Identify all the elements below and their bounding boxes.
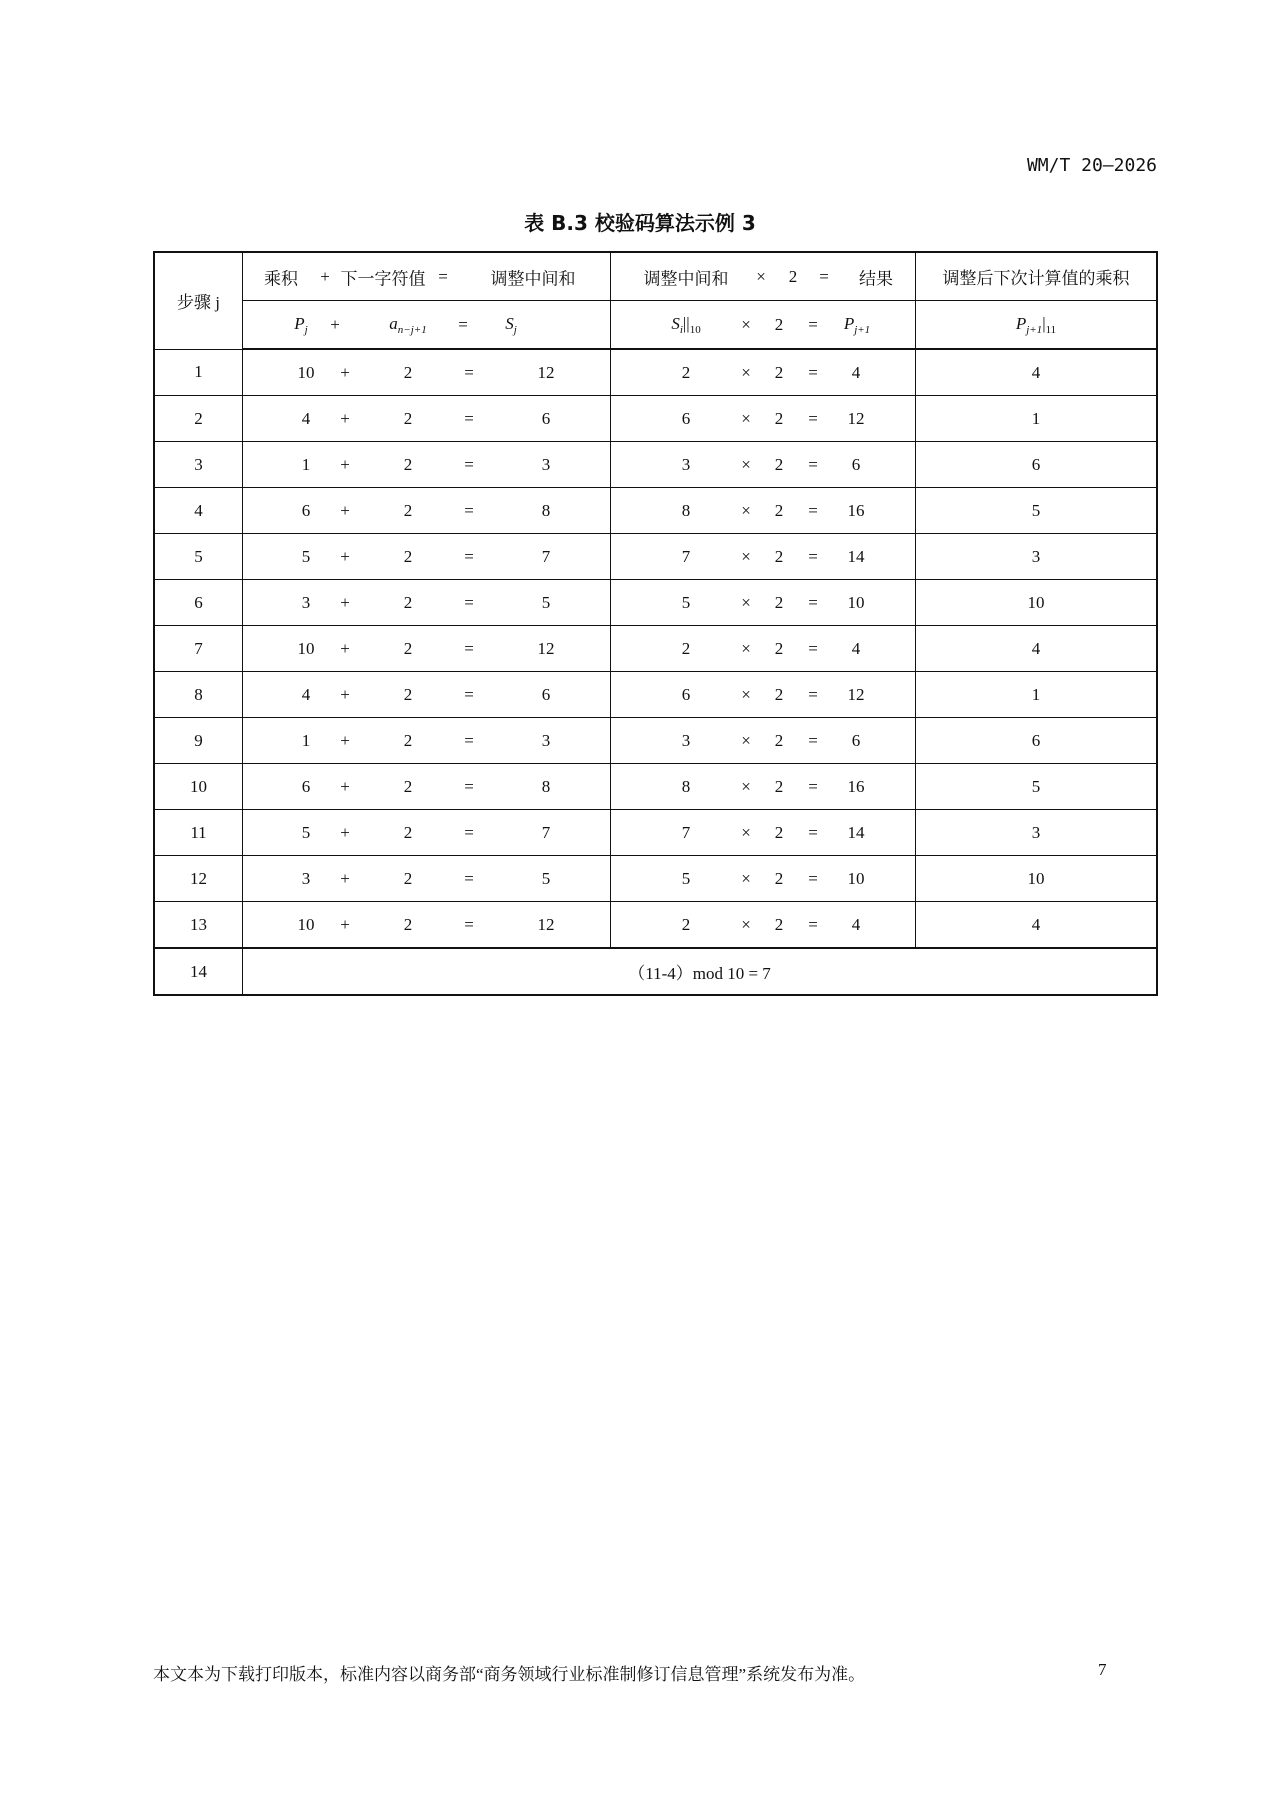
equals: = bbox=[808, 500, 818, 520]
product: 1 bbox=[301, 454, 311, 474]
sum-cell bbox=[243, 442, 611, 488]
adjusted-sum: 12 bbox=[537, 638, 555, 658]
sum-cell bbox=[243, 672, 611, 718]
product: 6 bbox=[301, 776, 311, 796]
factor: 2 bbox=[774, 546, 784, 566]
next-product-cell: 4 bbox=[916, 902, 1158, 949]
step-cell: 13 bbox=[154, 902, 243, 949]
factor: 2 bbox=[774, 684, 784, 704]
mod-value: 7 bbox=[681, 546, 691, 566]
table-row bbox=[154, 626, 1157, 672]
check-code-table bbox=[153, 251, 1158, 996]
plus: + bbox=[340, 500, 350, 520]
product: 10 bbox=[297, 914, 315, 934]
sub: j bbox=[304, 323, 308, 336]
equals: = bbox=[808, 868, 818, 888]
step-cell: 9 bbox=[154, 718, 243, 764]
next-product-cell: 5 bbox=[916, 488, 1158, 534]
char-value: 2 bbox=[403, 638, 413, 658]
table-row bbox=[154, 718, 1157, 764]
times: × bbox=[741, 546, 751, 566]
result: 10 bbox=[847, 592, 865, 612]
multiply-cell bbox=[611, 718, 916, 764]
times: × bbox=[741, 362, 751, 382]
product: 3 bbox=[301, 592, 311, 612]
h-label: 2 bbox=[788, 266, 798, 286]
h-op: = bbox=[819, 266, 829, 286]
step-cell: 11 bbox=[154, 810, 243, 856]
table-row bbox=[154, 396, 1157, 442]
next-product-cell: 1 bbox=[916, 396, 1158, 442]
adjusted-sum: 6 bbox=[541, 408, 551, 428]
sub: i bbox=[679, 323, 683, 336]
var: a bbox=[389, 313, 398, 333]
final-row bbox=[154, 948, 1157, 995]
next-product-cell: 4 bbox=[916, 626, 1158, 672]
equals: = bbox=[808, 454, 818, 474]
multiply-cell bbox=[611, 349, 916, 396]
table-row bbox=[154, 534, 1157, 580]
multiply-cell bbox=[611, 764, 916, 810]
group3-formula bbox=[916, 301, 1158, 350]
sub: 11 bbox=[1045, 323, 1057, 336]
char-value: 2 bbox=[403, 822, 413, 842]
factor: 2 bbox=[774, 638, 784, 658]
sum-cell bbox=[243, 534, 611, 580]
factor: 2 bbox=[774, 914, 784, 934]
next-product-cell: 6 bbox=[916, 718, 1158, 764]
step-header: 步骤 j bbox=[154, 252, 243, 349]
equals: = bbox=[808, 592, 818, 612]
product: 3 bbox=[301, 868, 311, 888]
product: 1 bbox=[301, 730, 311, 750]
sum-cell bbox=[243, 764, 611, 810]
times: × bbox=[741, 822, 751, 842]
product: 5 bbox=[301, 822, 311, 842]
mod-value: 6 bbox=[681, 408, 691, 428]
product: 10 bbox=[297, 362, 315, 382]
step-cell: 1 bbox=[154, 349, 243, 396]
multiply-cell bbox=[611, 442, 916, 488]
equals: = bbox=[464, 638, 474, 658]
times: × bbox=[741, 638, 751, 658]
equals: = bbox=[808, 914, 818, 934]
h-label: 下一字符值 bbox=[340, 269, 426, 288]
group1-formula bbox=[243, 301, 611, 350]
var: P bbox=[843, 313, 855, 333]
result: 4 bbox=[851, 638, 861, 658]
adjusted-sum: 12 bbox=[537, 914, 555, 934]
char-value: 2 bbox=[403, 454, 413, 474]
equals: = bbox=[808, 362, 818, 382]
plus: + bbox=[340, 914, 350, 934]
factor: 2 bbox=[774, 868, 784, 888]
op: × bbox=[741, 314, 751, 334]
factor: 2 bbox=[774, 500, 784, 520]
char-value: 2 bbox=[403, 362, 413, 382]
result: 16 bbox=[847, 776, 865, 796]
multiply-cell bbox=[611, 856, 916, 902]
op: + bbox=[330, 314, 340, 334]
sum-cell bbox=[243, 718, 611, 764]
step-cell: 5 bbox=[154, 534, 243, 580]
result: 10 bbox=[847, 868, 865, 888]
char-value: 2 bbox=[403, 546, 413, 566]
sub: j+1 bbox=[1026, 323, 1043, 336]
var: P bbox=[294, 313, 305, 333]
plus: + bbox=[340, 592, 350, 612]
plus: + bbox=[340, 822, 350, 842]
sub: 10 bbox=[689, 323, 701, 336]
result: 4 bbox=[851, 362, 861, 382]
sum-cell bbox=[243, 902, 611, 949]
adjusted-sum: 3 bbox=[541, 454, 551, 474]
next-product-cell: 5 bbox=[916, 764, 1158, 810]
final-formula: （11-4）mod 10 = 7 bbox=[243, 948, 1158, 995]
next-product-cell: 10 bbox=[916, 580, 1158, 626]
table-row bbox=[154, 764, 1157, 810]
char-value: 2 bbox=[403, 408, 413, 428]
h-label: 结果 bbox=[859, 269, 893, 288]
char-value: 2 bbox=[403, 776, 413, 796]
op: = bbox=[458, 314, 468, 334]
table-title: 表 B.3 校验码算法示例 3 bbox=[524, 211, 756, 235]
var: P bbox=[1015, 313, 1027, 333]
result: 6 bbox=[851, 730, 861, 750]
equals: = bbox=[464, 408, 474, 428]
factor: 2 bbox=[774, 776, 784, 796]
result: 12 bbox=[847, 408, 865, 428]
result: 12 bbox=[847, 684, 865, 704]
group2-header bbox=[611, 252, 916, 301]
product: 4 bbox=[301, 408, 311, 428]
equals: = bbox=[808, 684, 818, 704]
next-product-cell: 3 bbox=[916, 810, 1158, 856]
times: × bbox=[741, 454, 751, 474]
step-cell: 12 bbox=[154, 856, 243, 902]
h-op: = bbox=[438, 266, 448, 286]
equals: = bbox=[464, 546, 474, 566]
table-row bbox=[154, 349, 1157, 396]
product: 6 bbox=[301, 500, 311, 520]
var: S bbox=[505, 313, 514, 333]
sub: j+1 bbox=[854, 323, 871, 336]
equals: = bbox=[464, 822, 474, 842]
next-product-cell: 10 bbox=[916, 856, 1158, 902]
adjusted-sum: 6 bbox=[541, 684, 551, 704]
equals: = bbox=[464, 500, 474, 520]
mod-value: 3 bbox=[681, 454, 691, 474]
table-row bbox=[154, 856, 1157, 902]
plus: + bbox=[340, 362, 350, 382]
equals: = bbox=[464, 454, 474, 474]
h-label: 乘积 bbox=[264, 269, 298, 288]
step-cell: 7 bbox=[154, 626, 243, 672]
plus: + bbox=[340, 638, 350, 658]
plus: + bbox=[340, 868, 350, 888]
step-cell: 10 bbox=[154, 764, 243, 810]
multiply-cell bbox=[611, 396, 916, 442]
multiply-cell bbox=[611, 534, 916, 580]
times: × bbox=[741, 408, 751, 428]
mod-value: 6 bbox=[681, 684, 691, 704]
equals: = bbox=[464, 914, 474, 934]
mod-value: 2 bbox=[681, 914, 691, 934]
page-number: 7 bbox=[1098, 1660, 1107, 1679]
sum-cell bbox=[243, 626, 611, 672]
table-row bbox=[154, 810, 1157, 856]
char-value: 2 bbox=[403, 914, 413, 934]
factor: 2 bbox=[774, 454, 784, 474]
product: 4 bbox=[301, 684, 311, 704]
step-cell: 14 bbox=[154, 948, 243, 995]
norm: || bbox=[682, 313, 690, 333]
times: × bbox=[741, 684, 751, 704]
adjusted-sum: 8 bbox=[541, 500, 551, 520]
next-product-cell: 3 bbox=[916, 534, 1158, 580]
group3-header: 调整后下次计算值的乘积 bbox=[916, 252, 1158, 301]
table-row bbox=[154, 442, 1157, 488]
table-row bbox=[154, 902, 1157, 949]
equals: = bbox=[464, 592, 474, 612]
equals: = bbox=[464, 684, 474, 704]
plus: + bbox=[340, 684, 350, 704]
adjusted-sum: 7 bbox=[541, 546, 551, 566]
multiply-cell bbox=[611, 672, 916, 718]
times: × bbox=[741, 592, 751, 612]
plus: + bbox=[340, 546, 350, 566]
mod-value: 8 bbox=[681, 776, 691, 796]
times: × bbox=[741, 868, 751, 888]
result: 14 bbox=[847, 822, 865, 842]
adjusted-sum: 5 bbox=[541, 592, 551, 612]
equals: = bbox=[464, 868, 474, 888]
sum-cell bbox=[243, 810, 611, 856]
plus: + bbox=[340, 730, 350, 750]
factor: 2 bbox=[774, 408, 784, 428]
char-value: 2 bbox=[403, 730, 413, 750]
times: × bbox=[741, 776, 751, 796]
sum-cell bbox=[243, 580, 611, 626]
h-op: + bbox=[320, 266, 330, 286]
table-row bbox=[154, 580, 1157, 626]
step-cell: 6 bbox=[154, 580, 243, 626]
equals: = bbox=[808, 638, 818, 658]
plus: + bbox=[340, 454, 350, 474]
sub: n−j+1 bbox=[397, 323, 427, 336]
adjusted-sum: 7 bbox=[541, 822, 551, 842]
multiply-cell bbox=[611, 810, 916, 856]
sub: j bbox=[513, 323, 517, 336]
multiply-cell bbox=[611, 488, 916, 534]
group2-formula bbox=[611, 301, 916, 350]
equals: = bbox=[808, 776, 818, 796]
equals: = bbox=[464, 776, 474, 796]
next-product-cell: 1 bbox=[916, 672, 1158, 718]
result: 4 bbox=[851, 914, 861, 934]
op: 2 bbox=[774, 314, 784, 334]
next-product-cell: 6 bbox=[916, 442, 1158, 488]
mod-value: 5 bbox=[681, 868, 691, 888]
group1-header bbox=[243, 252, 611, 301]
multiply-cell bbox=[611, 580, 916, 626]
product: 5 bbox=[301, 546, 311, 566]
result: 14 bbox=[847, 546, 865, 566]
h-label: 调整中间和 bbox=[490, 269, 576, 288]
plus: + bbox=[340, 408, 350, 428]
mod-value: 2 bbox=[681, 362, 691, 382]
step-cell: 2 bbox=[154, 396, 243, 442]
result: 16 bbox=[847, 500, 865, 520]
factor: 2 bbox=[774, 362, 784, 382]
adjusted-sum: 3 bbox=[541, 730, 551, 750]
sum-cell bbox=[243, 488, 611, 534]
product: 10 bbox=[297, 638, 315, 658]
factor: 2 bbox=[774, 822, 784, 842]
next-product-cell: 4 bbox=[916, 349, 1158, 396]
equals: = bbox=[808, 408, 818, 428]
equals: = bbox=[464, 362, 474, 382]
step-cell: 4 bbox=[154, 488, 243, 534]
adjusted-sum: 5 bbox=[541, 868, 551, 888]
plus: + bbox=[340, 776, 350, 796]
char-value: 2 bbox=[403, 868, 413, 888]
times: × bbox=[741, 500, 751, 520]
result: 6 bbox=[851, 454, 861, 474]
equals: = bbox=[808, 822, 818, 842]
mod-value: 3 bbox=[681, 730, 691, 750]
factor: 2 bbox=[774, 592, 784, 612]
sum-cell bbox=[243, 396, 611, 442]
adjusted-sum: 12 bbox=[537, 362, 555, 382]
mod-value: 7 bbox=[681, 822, 691, 842]
adjusted-sum: 8 bbox=[541, 776, 551, 796]
sum-cell bbox=[243, 349, 611, 396]
equals: = bbox=[808, 546, 818, 566]
equals: = bbox=[808, 730, 818, 750]
equals: = bbox=[464, 730, 474, 750]
factor: 2 bbox=[774, 730, 784, 750]
step-cell: 8 bbox=[154, 672, 243, 718]
times: × bbox=[741, 914, 751, 934]
bar: | bbox=[1042, 313, 1046, 333]
h-op: × bbox=[756, 266, 766, 286]
mod-value: 5 bbox=[681, 592, 691, 612]
char-value: 2 bbox=[403, 500, 413, 520]
mod-value: 8 bbox=[681, 500, 691, 520]
table-row bbox=[154, 672, 1157, 718]
char-value: 2 bbox=[403, 684, 413, 704]
char-value: 2 bbox=[403, 592, 413, 612]
multiply-cell bbox=[611, 902, 916, 949]
document-code: WM/T 20—2026 bbox=[1026, 155, 1157, 176]
mod-value: 2 bbox=[681, 638, 691, 658]
step-cell: 3 bbox=[154, 442, 243, 488]
var: S bbox=[671, 313, 680, 333]
footer-note: 本文本为下载打印版本，标准内容以商务部“商务领域行业标准制修订信息管理”系统发布为准。 bbox=[153, 1665, 866, 1684]
sum-cell bbox=[243, 856, 611, 902]
op: = bbox=[808, 314, 818, 334]
h-label: 调整中间和 bbox=[643, 269, 729, 288]
table-row bbox=[154, 488, 1157, 534]
times: × bbox=[741, 730, 751, 750]
multiply-cell bbox=[611, 626, 916, 672]
